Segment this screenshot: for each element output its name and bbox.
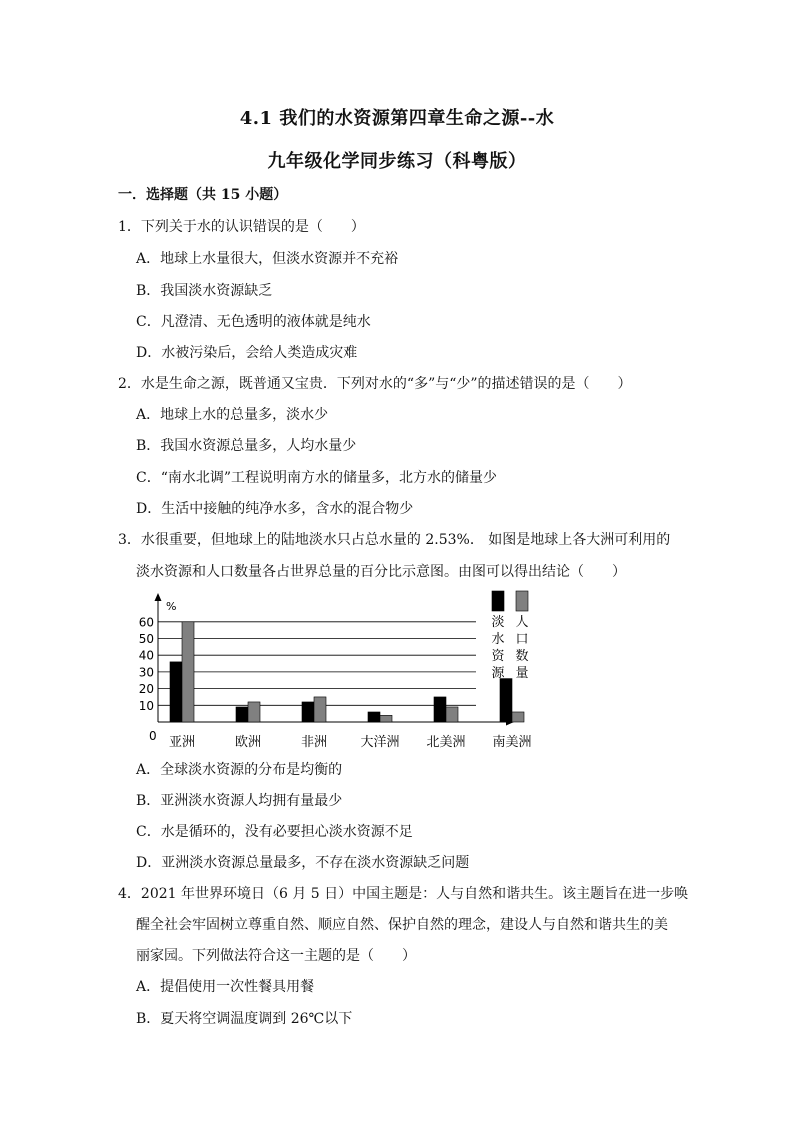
q4-stem-line-1: 4．2021 年世界环境日（6 月 5 日）中国主题是：人与自然和谐共生。该主题旨在进一步唤 (118, 886, 689, 902)
q2-option-d: D．生活中接触的纯净水多，含水的混合物少 (136, 501, 414, 517)
q3-stem-line-1: 3．水很重要，但地球上的陆地淡水只占总水量的 2.53%． 如图是地球上各大洲可利用的 (118, 532, 671, 548)
x-tick-label: 非洲 (300, 735, 328, 750)
q2-option-b: B．我国水资源总量多，人均水量少 (136, 438, 357, 454)
bar-population (314, 697, 326, 722)
y-tick-label: 10 (138, 698, 154, 713)
y-axis-arrow (155, 593, 162, 601)
q4-stem-line-2: 醒全社会牢固树立尊重自然、顺应自然、保护自然的理念，建设人与自然和谐共生的美 (136, 917, 668, 933)
q3-option-b: B．亚洲淡水资源人均拥有量最少 (136, 793, 343, 809)
bar-population (512, 712, 524, 722)
q1-option-c: C．凡澄清、无色透明的液体就是纯水 (136, 314, 371, 330)
q1-option-d: D．水被污染后，会给人类造成灾难 (136, 345, 358, 361)
legend-label-population: 人口数量 (515, 615, 529, 681)
bar-freshwater (434, 697, 446, 722)
x-tick-label: 北美洲 (426, 735, 466, 750)
q3-option-d: D．亚洲淡水资源总量最多，不存在淡水资源缺乏问题 (136, 855, 470, 871)
q2-option-c: C．“南水北调”工程说明南方水的储量多，北方水的储量少 (136, 470, 498, 486)
bar-population (446, 707, 458, 722)
q3-option-a: A．全球淡水资源的分布是均衡的 (136, 762, 343, 778)
q4-option-b: B．夏天将空调温度调到 26℃以下 (136, 1011, 353, 1027)
x-tick-label: 大洋洲 (360, 735, 400, 750)
y-tick-label: 30 (138, 665, 154, 680)
x-tick-label: 欧洲 (234, 735, 262, 750)
bar-population (380, 715, 392, 722)
x-tick-label: 亚洲 (168, 735, 196, 750)
bar-population (248, 702, 260, 722)
origin-label: 0 (149, 729, 157, 743)
q1-option-a: A．地球上水量很大，但淡水资源并不充裕 (136, 251, 399, 267)
x-tick-label: 南美洲 (492, 735, 532, 750)
bar-freshwater (302, 702, 314, 722)
q4-stem-line-3: 丽家园。下列做法符合这一主题的是（ ） (136, 948, 416, 964)
legend-swatch-freshwater (492, 591, 504, 611)
q2-stem: 2．水是生命之源，既普通又宝贵．下列对水的“多”与“少”的描述错误的是（ ） (118, 376, 632, 392)
q2-option-a: A．地球上水的总量多，淡水少 (136, 407, 329, 423)
bar-freshwater (170, 662, 182, 722)
q3-stem-line-2: 淡水资源和人口数量各占世界总量的百分比示意图。由图可以得出结论（ ） (136, 564, 626, 580)
q4-option-a: A．提倡使用一次性餐具用餐 (136, 979, 315, 995)
q3-option-c: C．水是循环的，没有必要担心淡水资源不足 (136, 824, 413, 840)
y-tick-label: 60 (138, 615, 154, 630)
section-heading: 一．选择题（共 15 小题） (118, 187, 288, 203)
y-axis-unit-label: % (166, 600, 177, 613)
y-tick-label: 40 (138, 648, 154, 663)
y-tick-label: 20 (138, 682, 154, 697)
title-line-1: 4.1 我们的水资源第四章生命之源--水 (239, 108, 555, 129)
q1-option-b: B．我国淡水资源缺乏 (136, 283, 273, 299)
q1-stem: 1．下列关于水的认识错误的是（ ） (118, 219, 365, 235)
bar-freshwater (236, 707, 248, 722)
legend-swatch-population (516, 591, 528, 611)
legend-label-freshwater: 淡水资源 (491, 615, 505, 681)
bar-population (182, 622, 194, 722)
y-tick-label: 50 (138, 632, 154, 646)
water-population-chart (130, 588, 550, 758)
title-line-2: 九年级化学同步练习（科粤版） (267, 151, 527, 172)
bar-freshwater (368, 712, 380, 722)
bar-freshwater (500, 679, 512, 722)
